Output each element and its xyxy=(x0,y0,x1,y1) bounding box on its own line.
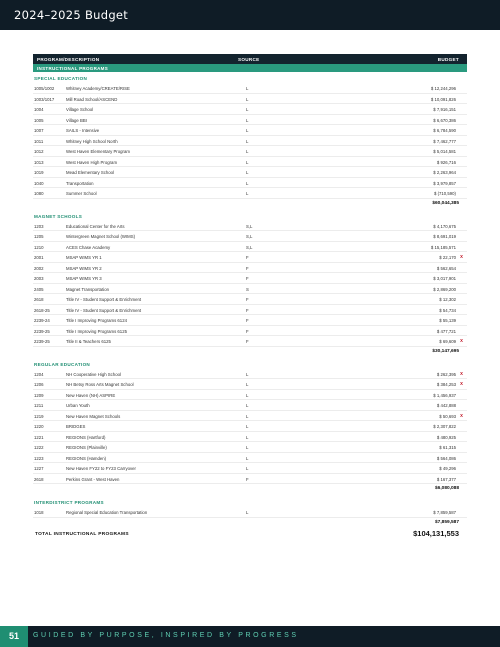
grand-total-label: TOTAL INSTRUCTIONAL PROGRAMS xyxy=(35,531,129,537)
table-row xyxy=(33,188,467,199)
row-code: 1205 xyxy=(34,234,44,240)
row-budget: $ 22,170 xyxy=(439,255,456,261)
header-source: SOURCE xyxy=(238,56,260,62)
row-description: Urban Youth xyxy=(66,403,90,409)
row-code: 1040 xyxy=(34,180,44,186)
row-code: 2001 xyxy=(34,255,44,261)
row-code: 1210 xyxy=(34,244,44,250)
table-row xyxy=(33,421,467,432)
table-row xyxy=(33,379,467,390)
row-budget: $ 3,017,901 xyxy=(433,276,456,282)
row-budget: $ 6,670,386 xyxy=(433,117,456,123)
row-source: S xyxy=(246,286,249,292)
table-row xyxy=(33,294,467,305)
page-title: 2024–2025 Budget xyxy=(14,8,129,22)
grand-total-value: $104,131,553 xyxy=(413,529,459,538)
row-code: 1080 xyxy=(34,191,44,197)
row-code: 1211 xyxy=(34,403,44,409)
table-row xyxy=(33,231,467,242)
row-source: L xyxy=(246,170,249,176)
row-code: 1019 xyxy=(34,170,44,176)
row-budget: $ 49,296 xyxy=(439,466,456,472)
header-program: PROGRAM/DESCRIPTION xyxy=(37,56,100,62)
row-description: MSAP WIMS YR 2 xyxy=(66,265,102,271)
row-source: L xyxy=(246,180,249,186)
table-row xyxy=(33,104,467,115)
row-code: 1203 xyxy=(34,223,44,229)
row-source: S,L xyxy=(246,244,253,250)
row-source: F xyxy=(246,276,249,282)
row-code: 1221 xyxy=(34,434,44,440)
row-source: F xyxy=(246,318,249,324)
section-subtotal xyxy=(33,518,467,528)
row-source: S,L xyxy=(246,223,253,229)
row-source: L xyxy=(246,445,249,451)
row-description: Summer School xyxy=(66,191,97,197)
row-source: L xyxy=(246,510,249,516)
row-code: 1209 xyxy=(34,392,44,398)
row-code: 1220 xyxy=(34,424,44,430)
row-source: F xyxy=(246,255,249,261)
row-description: REGIONS (Hamden) xyxy=(66,455,107,461)
section-heading: SPECIAL EDUCATION xyxy=(34,76,88,81)
row-description: Title IV - Student Support & Enrichment xyxy=(66,297,142,303)
row-description: Title I Improving Programs 6124 xyxy=(66,318,127,324)
row-code: 1227 xyxy=(34,466,44,472)
row-code: 1204 xyxy=(34,371,44,377)
table-row xyxy=(33,242,467,253)
row-budget: $ 12,244,296 xyxy=(430,86,456,92)
row-code: 1004 xyxy=(34,107,44,113)
row-description: Title I Improving Programs 6125 xyxy=(66,328,127,334)
row-budget: $ 55,139 xyxy=(439,318,456,324)
category-band-label: INSTRUCTIONAL PROGRAMS xyxy=(37,65,109,71)
row-source: L xyxy=(246,191,249,197)
row-source: F xyxy=(246,307,249,313)
table-row xyxy=(33,463,467,474)
row-code: 1011 xyxy=(34,138,44,144)
row-code: 2002 xyxy=(34,265,44,271)
page-number: 51 xyxy=(0,626,28,647)
row-code: 1223 xyxy=(34,455,44,461)
sections-container xyxy=(33,76,467,528)
row-source: L xyxy=(246,128,249,134)
table-row xyxy=(33,411,467,422)
row-code: 2618 xyxy=(34,476,44,482)
section-heading: MAGNET SCHOOLS xyxy=(34,213,83,219)
row-budget: $ 262,395 xyxy=(436,371,456,377)
row-source: L xyxy=(246,159,249,165)
row-budget: $ 562,654 xyxy=(436,265,456,271)
row-budget: $ 69,609 xyxy=(439,339,456,345)
section-subtotal-value: $30,147,695 xyxy=(432,348,459,354)
row-description: Mill Road School/ASCEND xyxy=(66,96,118,102)
header-bar xyxy=(0,0,500,30)
row-source: L xyxy=(246,455,249,461)
footer-bar xyxy=(0,626,500,647)
row-source: S,L xyxy=(246,234,253,240)
row-description: Whitney High School North xyxy=(66,138,118,144)
row-source: L xyxy=(246,424,249,430)
row-flag-marker: x xyxy=(460,412,463,419)
table-row xyxy=(33,125,467,136)
row-description: Regional Special Education Transportation xyxy=(66,510,148,516)
table-row xyxy=(33,390,467,401)
row-source: F xyxy=(246,339,249,345)
table-row xyxy=(33,252,467,263)
row-flag-marker: x xyxy=(460,370,463,377)
table-row xyxy=(33,157,467,168)
row-description: Perkins Grant - West Haven xyxy=(66,476,120,482)
row-code: 1005 xyxy=(34,117,44,123)
section-heading: INTERDISTRICT PROGRAMS xyxy=(34,500,104,505)
row-description: Magnet Transportation xyxy=(66,286,109,292)
row-description: West Haven Elementary Program xyxy=(66,149,130,155)
row-source: L xyxy=(246,382,249,388)
row-code: 2239-25 xyxy=(34,339,50,345)
row-code: 2618 xyxy=(34,297,44,303)
row-budget: $ 926,716 xyxy=(436,159,456,165)
row-source: L xyxy=(246,371,249,377)
table-row xyxy=(33,146,467,157)
row-description: SAILS - Intensive xyxy=(66,128,100,134)
row-budget: $ 1,456,937 xyxy=(433,392,456,398)
row-code: 1005/1002 xyxy=(34,86,55,92)
row-code: 1013 xyxy=(34,159,44,165)
row-source: F xyxy=(246,265,249,271)
table-row xyxy=(33,221,467,232)
table-row xyxy=(33,178,467,189)
row-source: L xyxy=(246,138,249,144)
row-budget: $ 50,693 xyxy=(439,413,456,419)
row-code: 2239-25 xyxy=(34,328,50,334)
row-description: NH Cooperative High School xyxy=(66,371,121,377)
row-description: New Haven (NH) ASPIRE xyxy=(66,392,116,398)
table-row xyxy=(33,400,467,411)
row-source: L xyxy=(246,149,249,155)
row-budget: $ 7,462,777 xyxy=(433,138,456,144)
row-code: 1219 xyxy=(34,413,44,419)
section-subtotal-value: $6,080,088 xyxy=(434,486,459,491)
row-description: MSAP WIMS YR 3 xyxy=(66,276,102,282)
row-source: L xyxy=(246,117,249,123)
table-row xyxy=(33,136,467,147)
row-flag-marker: x xyxy=(460,338,463,345)
header-budget: BUDGET xyxy=(437,56,459,62)
row-budget: $ 167,377 xyxy=(436,476,456,482)
row-description: New Haven Magnet Schools xyxy=(66,413,121,419)
row-description: ACES Chase Academy xyxy=(66,244,111,250)
section-heading: REGULAR EDUCATION xyxy=(34,361,91,367)
row-source: L xyxy=(246,403,249,409)
row-budget: $ 477,721 xyxy=(436,328,456,334)
table-row xyxy=(33,83,467,94)
table-row xyxy=(33,284,467,295)
table-header-row xyxy=(33,54,467,64)
row-code: 2003 xyxy=(34,276,44,282)
row-description: REGIONS (Hartford) xyxy=(66,434,106,440)
table-row xyxy=(33,336,467,347)
row-budget: $ 5,014,581 xyxy=(433,149,456,155)
row-budget: $ 4,170,675 xyxy=(433,223,456,229)
row-source: F xyxy=(246,297,249,303)
row-description: REGIONS (Plainville) xyxy=(66,445,107,451)
row-description: West Haven High Program xyxy=(66,159,118,165)
row-budget: $ (710,590) xyxy=(434,191,456,197)
table-row xyxy=(33,442,467,453)
row-budget: $ 480,925 xyxy=(436,434,456,440)
row-source: F xyxy=(246,328,249,334)
row-code: 1018 xyxy=(34,510,44,516)
row-budget: $ 3,979,857 xyxy=(433,180,456,186)
table-row xyxy=(33,432,467,443)
table-row xyxy=(33,453,467,464)
table-row xyxy=(33,369,467,380)
row-description: MSAP WIMS YR 1 xyxy=(66,255,102,261)
row-budget: $ 2,307,822 xyxy=(433,424,456,430)
row-code: 1206 xyxy=(34,382,44,388)
row-flag-marker: x xyxy=(460,381,463,388)
table-row xyxy=(33,115,467,126)
row-code: 1222 xyxy=(34,445,44,451)
row-code: 1007 xyxy=(34,128,44,134)
row-code: 1003/1017 xyxy=(34,96,55,102)
row-code: 1012 xyxy=(34,149,44,155)
row-source: L xyxy=(246,86,249,92)
row-description: Village School xyxy=(66,107,94,113)
section-subtotal xyxy=(33,347,467,357)
row-source: L xyxy=(246,96,249,102)
row-flag-marker: x xyxy=(460,254,463,261)
row-budget: $ 12,302 xyxy=(439,297,456,303)
row-source: L xyxy=(246,107,249,113)
row-budget: $ 2,869,200 xyxy=(433,286,456,292)
row-description: Educational Center for the Arts xyxy=(66,223,125,229)
row-description: Whitney Academy/CREATE/RISE xyxy=(66,86,130,92)
row-description: Title IV - Student Support & Enrichment xyxy=(66,307,142,313)
budget-table xyxy=(33,54,467,542)
row-code: 2405 xyxy=(34,286,44,292)
row-source: L xyxy=(246,434,249,440)
table-row xyxy=(33,273,467,284)
row-source: F xyxy=(246,476,249,482)
footer-tagline: GUIDED BY PURPOSE, INSPIRED BY PROGRESS xyxy=(33,632,299,639)
row-description: Mead Elementary School xyxy=(66,170,115,176)
row-source: L xyxy=(246,466,249,472)
row-budget: $ 2,263,964 xyxy=(433,170,456,176)
section-subtotal xyxy=(33,199,467,209)
row-code: 2239-24 xyxy=(34,318,50,324)
row-budget: $ 54,734 xyxy=(439,307,456,313)
row-code: 2618-25 xyxy=(34,307,50,313)
category-band xyxy=(33,64,467,72)
row-budget: $ 7,916,151 xyxy=(433,107,456,113)
row-budget: $ 442,888 xyxy=(436,403,456,409)
table-row xyxy=(33,94,467,105)
row-description: Wintergreen Magnet School (WIMS) xyxy=(66,234,136,240)
table-row xyxy=(33,474,467,485)
row-description: BRIDGES xyxy=(66,424,86,430)
grand-total-row xyxy=(33,528,467,542)
table-row xyxy=(33,326,467,337)
table-row xyxy=(33,263,467,274)
row-description: New Haven FY22 to FY23 Carryover xyxy=(66,466,136,472)
row-budget: $ 384,253 xyxy=(436,382,456,388)
row-source: L xyxy=(246,392,249,398)
row-source: L xyxy=(246,413,249,419)
table-row xyxy=(33,507,467,518)
row-budget: $ 6,784,590 xyxy=(433,128,456,134)
row-description: NH Betsy Ross Arts Magnet School xyxy=(66,382,134,388)
row-budget: $ 15,185,571 xyxy=(430,244,456,250)
row-budget: $ 8,691,019 xyxy=(433,234,456,240)
row-budget: $ 564,086 xyxy=(436,455,456,461)
row-budget: $ 10,091,826 xyxy=(430,96,456,102)
row-description: Title II & Teachers 6125 xyxy=(66,339,111,345)
row-description: Transportation xyxy=(66,180,94,186)
table-row xyxy=(33,305,467,316)
table-row xyxy=(33,167,467,178)
section-subtotal xyxy=(33,484,467,494)
row-description: Village BBI xyxy=(66,117,87,123)
row-budget: $ 7,859,587 xyxy=(433,510,456,516)
table-row xyxy=(33,315,467,326)
section-subtotal-value: $60,044,385 xyxy=(432,200,459,206)
row-budget: $ 61,315 xyxy=(439,445,456,451)
section-subtotal-value: $7,859,587 xyxy=(434,519,459,525)
